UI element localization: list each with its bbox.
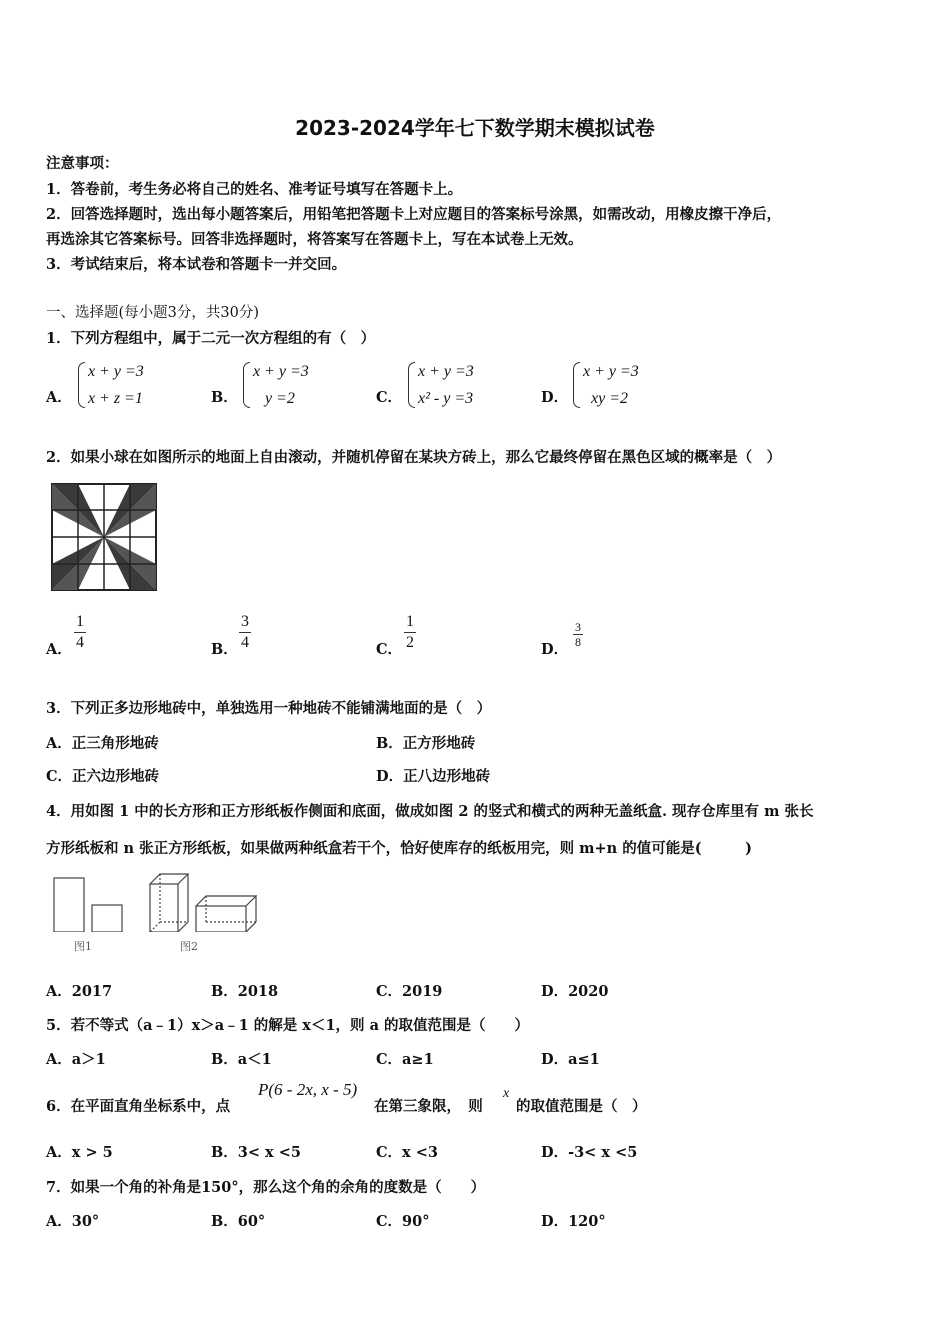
option-label: D．: [541, 641, 569, 658]
option-label: A．: [46, 641, 72, 658]
question-6-stem-pre: 6．在平面直角坐标系中，点: [46, 1098, 231, 1115]
equation: xy =2: [591, 390, 628, 407]
vertical-box: [150, 874, 188, 932]
option-label: C．: [376, 641, 403, 658]
q5-option-d[interactable]: D．a≤1: [541, 1051, 600, 1068]
numerator: 3: [239, 612, 251, 633]
equation: x + y =3: [88, 363, 144, 380]
q6-option-a[interactable]: A．x > 5: [46, 1144, 113, 1161]
equation: x + z =1: [88, 390, 143, 407]
rectangle-sheet: [54, 878, 84, 932]
equation: x + y =3: [583, 363, 639, 380]
figure-1-label: 图1: [74, 940, 92, 953]
square-sheet: [92, 905, 122, 932]
equation: x + y =3: [418, 363, 474, 380]
equation-system: [408, 358, 474, 412]
horizontal-box: [196, 896, 256, 932]
q4-option-b[interactable]: B．2018: [211, 983, 279, 1000]
section-heading: 一、选择题(每小题3分，共30分): [46, 305, 259, 321]
denominator: 2: [406, 634, 414, 651]
question-4-stem-line1: 4．用如图 1 中的长方形和正方形纸板作侧面和底面，做成如图 2 的竖式和横式的两种无盖纸盒. 现存仓库里有 m 张长: [46, 803, 814, 820]
tile-floor-figure: [50, 482, 158, 592]
equation: x² - y =3: [418, 390, 474, 407]
option-label: C．: [376, 389, 403, 406]
question-4-stem-line2: 方形纸板和 n 张正方形纸板，如果做两种纸盒若干个，恰好使库存的纸板用完，则 m+n 的值可能是( ): [46, 840, 752, 857]
fraction: [239, 612, 251, 653]
q3-option-c[interactable]: C．正六边形地砖: [46, 768, 160, 785]
q7-option-c[interactable]: C．90°: [376, 1213, 430, 1230]
q5-option-c[interactable]: C．a≥1: [376, 1051, 434, 1068]
question-3-stem: 3．下列正多边形地砖中，单独选用一种地砖不能铺满地面的是（ ）: [46, 700, 492, 717]
variable: x: [503, 1086, 510, 1101]
q4-option-a[interactable]: A．2017: [46, 983, 113, 1000]
q7-option-b[interactable]: B．60°: [211, 1213, 266, 1230]
q3-option-d[interactable]: D．正八边形地砖: [376, 768, 491, 785]
q6-option-d[interactable]: D．-3< x <5: [541, 1144, 638, 1161]
q3-option-a[interactable]: A．正三角形地砖: [46, 735, 159, 752]
numerator: 3: [575, 620, 581, 634]
q6-option-c[interactable]: C．x <3: [376, 1144, 438, 1161]
equation-system: [573, 358, 639, 412]
figure-2-label: 图2: [180, 940, 198, 953]
notice-item: 再选涂其它答案标号。回答非选择题时，将答案写在答题卡上，写在本试卷上无效。: [46, 231, 583, 248]
denominator: 4: [76, 634, 84, 651]
boxes-figure: [50, 872, 260, 932]
notice-item: 1．答卷前，考生务必将自己的姓名、准考证号填写在答题卡上。: [46, 181, 463, 198]
numerator: 1: [74, 612, 86, 633]
q4-option-c[interactable]: C．2019: [376, 983, 443, 1000]
equation-system: [78, 358, 144, 412]
q5-option-b[interactable]: B．a＜1: [211, 1051, 272, 1068]
page-title: 2023-2024学年七下数学期末模拟试卷: [295, 116, 655, 140]
q5-option-a[interactable]: A．a＞1: [46, 1051, 106, 1068]
fraction: [404, 612, 416, 653]
equation: x + y =3: [253, 363, 309, 380]
question-2-stem: 2．如果小球在如图所示的地面上自由滚动，并随机停留在某块方砖上，那么它最终停留在黑色区域的概率是（ ）: [46, 449, 782, 466]
equation: y =2: [265, 390, 295, 407]
q6-option-b[interactable]: B．3< x <5: [211, 1144, 301, 1161]
q3-option-b[interactable]: B．正方形地砖: [376, 735, 476, 752]
fraction: [573, 620, 583, 649]
question-5-stem: 5．若不等式（a﹣1）x＞a﹣1 的解是 x＜1，则 a 的取值范围是（ ）: [46, 1017, 530, 1034]
notice-heading: 注意事项：: [46, 155, 119, 172]
point-expression: P(6 - 2x, x - 5): [258, 1080, 358, 1099]
question-7-stem: 7．如果一个角的补角是150°，那么这个角的余角的度数是（ ）: [46, 1179, 486, 1196]
question-6-stem-post: 的取值范围是（ ）: [516, 1098, 647, 1115]
q7-option-d[interactable]: D．120°: [541, 1213, 606, 1230]
denominator: 4: [241, 634, 249, 651]
notice-item: 3．考试结束后，将本试卷和答题卡一并交回。: [46, 256, 347, 273]
question-1-stem: 1．下列方程组中，属于二元一次方程组的有（ ）: [46, 330, 376, 347]
option-label: D．: [541, 389, 569, 406]
notice-item: 2．回答选择题时，选出每小题答案后，用铅笔把答题卡上对应题目的答案标号涂黑，如需改动，用橡皮擦干净后，: [46, 206, 782, 223]
option-label: B．: [211, 389, 238, 406]
option-label: B．: [211, 641, 238, 658]
option-label: A．: [46, 389, 72, 406]
q4-option-d[interactable]: D．2020: [541, 983, 609, 1000]
numerator: 1: [404, 612, 416, 633]
equation-system: [243, 358, 309, 412]
fraction: [74, 612, 86, 653]
denominator: 8: [575, 635, 581, 649]
question-6-stem-mid: 在第三象限， 则: [374, 1098, 483, 1115]
q7-option-a[interactable]: A．30°: [46, 1213, 100, 1230]
